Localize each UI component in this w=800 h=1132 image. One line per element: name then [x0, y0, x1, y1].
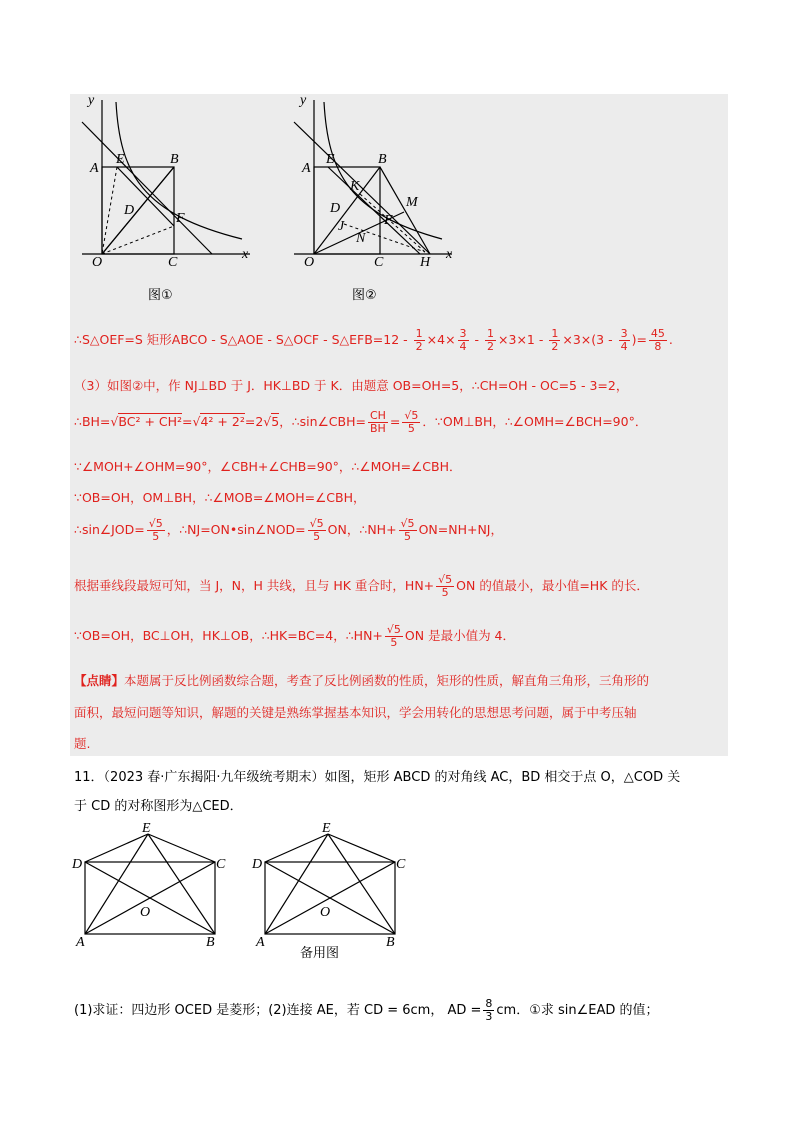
comment-line-2: 面积，最短问题等知识，解题的关键是熟练掌握基本知识，学会用转化的思想思考问题，属于中考压轴 — [74, 705, 637, 720]
p11-label-B: B — [206, 935, 215, 950]
fig1-label-C: C — [168, 255, 178, 270]
problem-number: 11． — [74, 770, 104, 785]
fraction-eight-thirds: $\frac{8}{3}$ — [485, 997, 493, 1023]
fig1-label-D: D — [124, 203, 135, 218]
fig2-label-D: D — [330, 201, 341, 216]
p11b-label-D: D — [252, 857, 263, 872]
fig2-label-E: E — [326, 152, 335, 167]
problem-11-figure — [70, 820, 240, 950]
solution-line-1: ∴S△OEF=S 矩形ABCO - S△AOE - S△OCF - S△EFB=12 - $\frac{1}{2}$ ×4× $\frac{3}{4}$ - $\frac{1}{2}$ ×3×1 - $\frac{1}{2}$ ×3×(3 - $\frac{3}{4}$ )= $\frac{45}{8}$ . — [74, 327, 673, 353]
problem-11-line-2: 于 CD 的对称图形为△CED． — [74, 799, 243, 814]
p11b-label-A: A — [256, 935, 265, 950]
fig1-label-B: B — [170, 152, 179, 167]
p11b-label-C: C — [396, 857, 406, 872]
figure-2 — [280, 94, 460, 304]
figure-1-caption: 图① — [148, 288, 173, 303]
solution-line-3: ∴BH=√BC² + CH²=√4² + 2²=2√5，∴sin∠CBH= $\frac{CH}{BH}$ = $\frac{√5}{5}$ ．∵OM⊥BH，∴∠OMH=∠BCH=90°． — [74, 409, 648, 435]
fig2-label-M: M — [406, 195, 418, 210]
fig2-label-B: B — [378, 152, 387, 167]
fig2-label-A: A — [302, 161, 311, 176]
solution-line-5: ∵OB=OH，OM⊥BH，∴∠MOB=∠MOH=∠CBH， — [74, 490, 366, 505]
problem-11-question: (1)求证：四边形 OCED 是菱形；(2)连接 AE，若 CD = 6cm， AD = $\frac{8}{3}$ cm．①求 sin∠EAD 的值； — [74, 997, 659, 1023]
backup-figure-caption: 备用图 — [300, 946, 340, 961]
p11b-label-E: E — [322, 821, 331, 836]
p11-label-E: E — [142, 821, 151, 836]
fig1-label-O: O — [92, 255, 103, 270]
figure-2-caption: 图② — [352, 288, 377, 303]
p11b-label-O: O — [320, 905, 331, 920]
fig2-label-C: C — [374, 255, 384, 270]
fig1-label-E: E — [116, 152, 125, 167]
p11-label-A: A — [76, 935, 85, 950]
fig2-label-K: K — [350, 179, 360, 194]
comment-tag: 【点睛】 — [74, 673, 125, 688]
problem-11-backup-figure — [250, 820, 420, 950]
p11b-label-B: B — [386, 935, 395, 950]
fig2-label-y: y — [300, 94, 307, 108]
fig2-label-N: N — [356, 231, 366, 246]
solution-line-8: ∵OB=OH，BC⊥OH，HK⊥OB，∴HK=BC=4，∴HN+ $\frac{√5}{5}$ ON 是最小值为 4． — [74, 623, 516, 649]
comment-line-3: 题. — [74, 736, 91, 751]
figure-1 — [72, 94, 262, 304]
solution-line-6: ∴sin∠JOD= $\frac{√5}{5}$ ，∴NJ=ON•sin∠NOD= $\frac{√5}{5}$ ON，∴NH+ $\frac{√5}{5}$ ON=NH+NJ， — [74, 517, 503, 543]
p11-label-C: C — [216, 857, 226, 872]
solution-line-7: 根据垂线段最短可知，当 J，N，H 共线，且与 HK 重合时，HN+ $\frac{√5}{5}$ ON 的值最小，最小值=HK 的长． — [74, 573, 649, 599]
problem-11-line-1: 11．（2023 春·广东揭阳·九年级统考期末）如图，矩形 ABCD 的对角线 AC，BD 相交于点 O，△COD 关 — [74, 770, 681, 785]
fig2-label-O: O — [304, 255, 315, 270]
fig1-label-F: F — [176, 211, 185, 226]
solution-line-2: （3）如图②中，作 NJ⊥BD 于 J．HK⊥BD 于 K．由题意 OB=OH=5，∴CH=OH - OC=5 - 3=2， — [74, 378, 629, 393]
fraction-three-quarters: $\frac{3}{4}$ — [459, 327, 467, 353]
fig2-label-F: F — [384, 213, 393, 228]
solution-line-4: ∵∠MOH+∠OHM=90°，∠CBH+∠CHB=90°，∴∠MOH=∠CBH． — [74, 459, 462, 474]
fraction-one-half: $\frac{1}{2}$ — [415, 327, 423, 353]
fig1-label-x: x — [242, 247, 249, 262]
fig1-label-A: A — [90, 161, 99, 176]
fig2-label-H: H — [420, 255, 431, 270]
p11-label-O: O — [140, 905, 151, 920]
fraction-result: $\frac{45}{8}$ — [650, 327, 665, 353]
p11-label-D: D — [72, 857, 83, 872]
fig2-label-x: x — [446, 247, 453, 262]
fig1-label-y: y — [88, 94, 95, 108]
comment-line-1: 【点睛】本题属于反比例函数综合题，考查了反比例函数的性质，矩形的性质，解直角三角形，三角形的 — [74, 673, 650, 688]
fig2-label-J: J — [338, 219, 345, 234]
